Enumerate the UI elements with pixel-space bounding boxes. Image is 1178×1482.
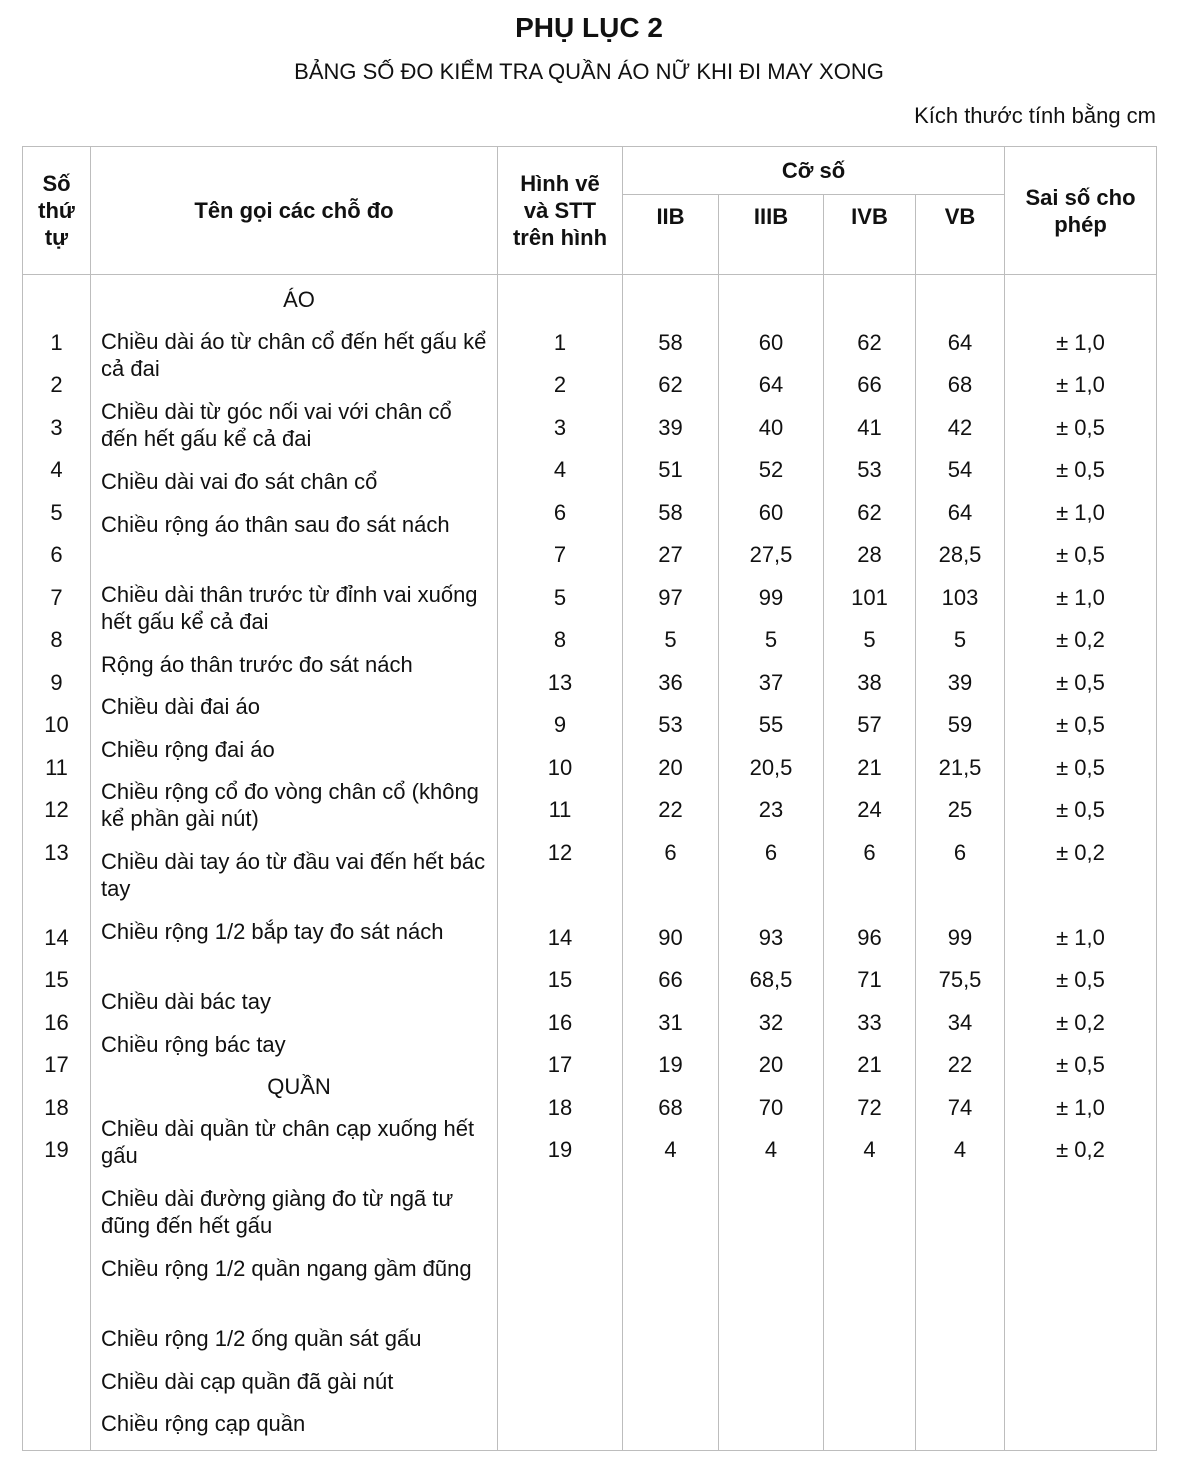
tolerance-cell: ± 0,5 — [1056, 414, 1105, 440]
size-ivb-cell: 6 — [863, 839, 876, 865]
size-ivb-cell: 21 — [857, 754, 882, 780]
size-iib-cell: 62 — [658, 372, 683, 397]
size-iiib-cell: 60 — [758, 499, 784, 525]
measure-name: Chiều dài từ góc nối vai với chân cổ đến hết gấu kể cả đai — [101, 399, 452, 451]
size-iiib-cell: 6 — [764, 839, 778, 865]
measure-name: Chiều dài bác tay — [101, 989, 271, 1014]
figure-cell: 13 — [547, 669, 573, 695]
col-header-tolerance: Sai số cho phép — [1005, 147, 1157, 275]
size-ivb-cell: 62 — [857, 499, 882, 525]
size-vb-cell: 42 — [947, 414, 973, 440]
tolerance-cell: ± 0,5 — [1056, 1052, 1105, 1077]
size-vb-cell: 22 — [947, 1052, 973, 1077]
stt-cell: 17 — [44, 1052, 69, 1077]
tolerance-cell: ± 0,5 — [1056, 669, 1105, 695]
size-vb-cell: 34 — [947, 1009, 973, 1035]
measure-name: Chiều dài quần từ chân cạp xuống hết gấu — [101, 1116, 475, 1168]
size-iiib-cell: 70 — [758, 1094, 784, 1120]
size-vb-cell: 21,5 — [938, 754, 982, 780]
figure-cell: 7 — [553, 542, 567, 567]
stt-cell: 9 — [50, 669, 63, 695]
tolerance-cell: ± 1,0 — [1056, 329, 1105, 355]
size-iib-cell: 51 — [658, 457, 683, 482]
size-ivb-cell: 24 — [857, 797, 882, 822]
size-iiib-cell: 68,5 — [749, 967, 793, 992]
size-ivb-cell: 57 — [857, 712, 882, 737]
stt-cell: 5 — [50, 499, 63, 525]
measure-name: Chiều rộng 1/2 bắp tay đo sát nách — [101, 919, 444, 944]
size-iiib-cell: 52 — [758, 457, 784, 482]
spacer-row — [916, 283, 1004, 326]
stt-cell: 1 — [50, 329, 63, 355]
size-vb-cell: 39 — [947, 669, 973, 695]
stt-cell: 19 — [44, 1137, 69, 1162]
figure-cell: 1 — [553, 329, 567, 355]
figure-cell: 8 — [553, 627, 567, 652]
figure-cell: 10 — [547, 754, 573, 780]
measure-name: Chiều rộng áo thân sau đo sát nách — [101, 511, 450, 537]
size-vb-cell: 68 — [947, 372, 973, 397]
size-iib-cell: 22 — [658, 797, 683, 822]
size-iiib-cell: 55 — [758, 712, 784, 737]
figure-cell: 15 — [547, 967, 573, 992]
size-iiib-cell: 37 — [758, 669, 784, 695]
size-iib-cell: 39 — [658, 414, 683, 440]
size-ivb-cell: 62 — [857, 329, 882, 355]
size-iiib-cell: 5 — [764, 627, 778, 652]
stt-cell: 10 — [44, 712, 69, 737]
size-iib-cell: 5 — [664, 627, 677, 652]
size-vb-cell: 103 — [941, 584, 979, 610]
tolerance-cell: ± 0,2 — [1056, 839, 1105, 865]
size-iiib-cell: 4 — [764, 1137, 778, 1162]
size-iiib-cell: 23 — [758, 797, 784, 822]
measure-name: Chiều rộng đai áo — [101, 736, 275, 762]
page-subtitle: BẢNG SỐ ĐO KIỂM TRA QUẦN ÁO NỮ KHI ĐI MAY XONG — [294, 59, 884, 84]
figure-cell: 2 — [553, 372, 567, 397]
size-ivb-column — [824, 275, 916, 1451]
tolerance-cell: ± 0,5 — [1056, 457, 1105, 482]
figure-cell: 16 — [547, 1009, 573, 1035]
col-header-size-ivb: IVB — [824, 195, 916, 275]
size-iib-cell: 20 — [658, 754, 683, 780]
size-iiib-cell: 40 — [758, 414, 784, 440]
spacer-row — [719, 878, 823, 921]
tolerance-column — [1005, 275, 1157, 1451]
size-vb-cell: 28,5 — [938, 542, 982, 567]
name-column — [91, 275, 498, 1451]
size-ivb-cell: 4 — [863, 1137, 876, 1162]
tolerance-cell: ± 1,0 — [1056, 584, 1105, 610]
size-ivb-cell: 33 — [857, 1009, 882, 1035]
size-vb-cell: 6 — [953, 839, 967, 865]
size-ivb-cell: 21 — [857, 1052, 882, 1077]
figure-list — [498, 283, 622, 1176]
figure-cell: 14 — [547, 924, 573, 950]
spacer-row — [1005, 878, 1156, 921]
size-vb-cell: 99 — [947, 924, 973, 950]
size-iib-list — [623, 283, 718, 1176]
spacer-row — [1005, 283, 1156, 326]
size-iib-column — [623, 275, 719, 1451]
size-iiib-cell: 64 — [758, 372, 784, 397]
size-iiib-cell: 99 — [758, 584, 784, 610]
size-ivb-cell: 66 — [857, 372, 882, 397]
col-header-size-iiib: IIIB — [719, 195, 824, 275]
size-vb-cell: 74 — [947, 1094, 973, 1120]
size-vb-cell: 59 — [947, 712, 973, 737]
stt-cell: 2 — [50, 372, 63, 397]
measure-name: Chiều dài thân trước từ đỉnh vai xuống hết gấu kể cả đai — [101, 581, 478, 634]
figure-column — [498, 275, 623, 1451]
tolerance-cell: ± 0,5 — [1056, 754, 1105, 780]
tolerance-cell: ± 0,5 — [1056, 542, 1105, 567]
spacer-row — [916, 878, 1004, 921]
tolerance-cell: ± 0,5 — [1056, 967, 1105, 992]
figure-cell: 5 — [553, 584, 567, 610]
stt-cell: 4 — [50, 457, 63, 482]
spacer-row — [23, 283, 90, 326]
stt-cell: 11 — [45, 754, 68, 780]
stt-cell: 3 — [50, 414, 63, 440]
size-iib-cell: 68 — [658, 1094, 683, 1120]
stt-cell: 12 — [44, 797, 69, 822]
measure-name: Rộng áo thân trước đo sát nách — [101, 651, 413, 677]
size-iib-cell: 66 — [658, 967, 683, 992]
size-iib-cell: 97 — [658, 584, 683, 610]
figure-cell: 4 — [553, 457, 567, 482]
tolerance-list — [1005, 283, 1156, 1176]
size-ivb-cell: 5 — [863, 627, 876, 652]
col-header-size-iib: IIB — [623, 195, 719, 275]
size-iiib-cell: 60 — [758, 329, 784, 355]
size-iib-cell: 19 — [658, 1052, 683, 1077]
size-ivb-cell: 53 — [857, 457, 882, 482]
spacer-row — [498, 878, 622, 921]
stt-cell: 13 — [44, 839, 69, 865]
col-header-stt: Số thứ tự — [23, 147, 91, 275]
spacer-row — [623, 878, 718, 921]
figure-cell: 3 — [553, 414, 567, 440]
size-vb-cell: 5 — [953, 627, 967, 652]
size-iiib-cell: 93 — [758, 924, 784, 950]
size-iib-cell: 53 — [658, 712, 683, 737]
tolerance-cell: ± 0,5 — [1056, 712, 1105, 737]
size-vb-list — [916, 283, 1004, 1176]
tolerance-cell: ± 0,2 — [1056, 1009, 1105, 1035]
tolerance-cell: ± 1,0 — [1056, 372, 1105, 397]
size-ivb-cell: 72 — [857, 1094, 882, 1120]
size-vb-cell: 25 — [947, 797, 973, 822]
col-header-name: Tên gọi các chỗ đo — [91, 147, 498, 275]
figure-cell: 17 — [547, 1052, 573, 1077]
measure-name: Chiều dài cạp quần đã gài nút — [101, 1368, 394, 1394]
size-iiib-cell: 32 — [758, 1009, 784, 1035]
stt-cell: 14 — [44, 924, 69, 950]
size-iiib-column — [719, 275, 824, 1451]
spacer-row — [23, 878, 90, 921]
spacer-row — [824, 283, 915, 326]
size-ivb-cell: 101 — [851, 584, 888, 610]
tolerance-cell: ± 0,2 — [1056, 1137, 1105, 1162]
stt-column — [23, 275, 91, 1451]
figure-cell: 19 — [547, 1137, 573, 1162]
size-iiib-cell: 20,5 — [749, 754, 793, 780]
measurement-table — [22, 146, 1157, 1451]
size-vb-cell: 75,5 — [938, 967, 982, 992]
size-iib-cell: 36 — [658, 669, 683, 695]
section-label-quan: QUẦN — [267, 1074, 331, 1099]
size-iib-cell: 58 — [658, 499, 683, 525]
size-ivb-cell: 28 — [857, 542, 882, 567]
size-iiib-list — [719, 283, 823, 1176]
tolerance-cell: ± 0,5 — [1056, 797, 1105, 822]
size-iib-cell: 90 — [658, 924, 683, 950]
size-iiib-cell: 27,5 — [749, 542, 793, 567]
size-ivb-list — [824, 283, 915, 1176]
size-vb-cell: 64 — [947, 499, 973, 525]
size-iib-cell: 6 — [664, 839, 677, 865]
stt-cell: 8 — [50, 627, 63, 652]
size-vb-cell: 64 — [947, 329, 973, 355]
col-header-figure: Hình vẽ và STT trên hình — [498, 147, 623, 275]
stt-cell: 15 — [44, 967, 69, 992]
stt-cell: 16 — [44, 1009, 69, 1035]
stt-cell: 18 — [44, 1094, 69, 1120]
size-ivb-cell: 38 — [857, 669, 882, 695]
tolerance-cell: ± 1,0 — [1056, 924, 1105, 950]
size-ivb-cell: 71 — [857, 967, 882, 992]
measure-name: Chiều rộng 1/2 ống quần sát gấu — [101, 1326, 422, 1351]
measure-name: Chiều dài áo từ chân cổ đến hết gấu kể cả đai — [101, 329, 487, 381]
size-vb-cell: 54 — [947, 457, 973, 482]
size-iib-cell: 4 — [664, 1137, 677, 1162]
figure-cell: 12 — [547, 839, 573, 865]
measure-name: Chiều dài tay áo từ đầu vai đến hết bác tay — [101, 849, 486, 901]
col-header-size-vb: VB — [916, 195, 1005, 275]
stt-cell: 7 — [50, 584, 63, 610]
measure-name: Chiều rộng bác tay — [101, 1031, 286, 1057]
stt-cell: 6 — [50, 542, 63, 567]
size-ivb-cell: 41 — [857, 414, 882, 440]
size-iib-cell: 31 — [658, 1009, 683, 1035]
size-vb-column — [916, 275, 1005, 1451]
size-iib-cell: 27 — [658, 542, 683, 567]
spacer-row — [623, 283, 718, 326]
spacer-row — [498, 283, 622, 326]
size-iiib-cell: 20 — [758, 1052, 784, 1077]
unit-note: Kích thước tính bằng cm — [914, 103, 1156, 128]
tolerance-cell: ± 0,2 — [1056, 627, 1105, 652]
col-header-sizes-group: Cỡ số — [623, 147, 1005, 195]
figure-cell: 11 — [548, 797, 572, 822]
tolerance-cell: ± 1,0 — [1056, 499, 1105, 525]
measure-name: Chiều dài vai đo sát chân cổ — [101, 469, 378, 494]
measure-name: Chiều rộng 1/2 quần ngang gầm đũng — [101, 1256, 472, 1281]
measure-name: Chiều dài đường giàng đo từ ngã tư đũng đến hết gấu — [101, 1186, 454, 1238]
section-label-ao: ÁO — [283, 287, 315, 312]
figure-cell: 9 — [553, 712, 567, 737]
figure-cell: 18 — [547, 1094, 573, 1120]
size-ivb-cell: 96 — [857, 924, 882, 950]
figure-cell: 6 — [553, 499, 567, 525]
tolerance-cell: ± 1,0 — [1056, 1094, 1105, 1120]
page-title: PHỤ LỤC 2 — [515, 12, 663, 43]
measure-name: Chiều rộng cạp quần — [101, 1411, 306, 1436]
measure-name: Chiều dài đai áo — [101, 694, 261, 719]
measure-name: Chiều rộng cổ đo vòng chân cổ (không kể phần gài nút) — [101, 779, 479, 831]
spacer-row — [719, 283, 823, 326]
size-iib-cell: 58 — [658, 329, 683, 355]
spacer-row — [824, 878, 915, 921]
stt-list — [23, 283, 90, 1176]
size-vb-cell: 4 — [953, 1137, 967, 1162]
